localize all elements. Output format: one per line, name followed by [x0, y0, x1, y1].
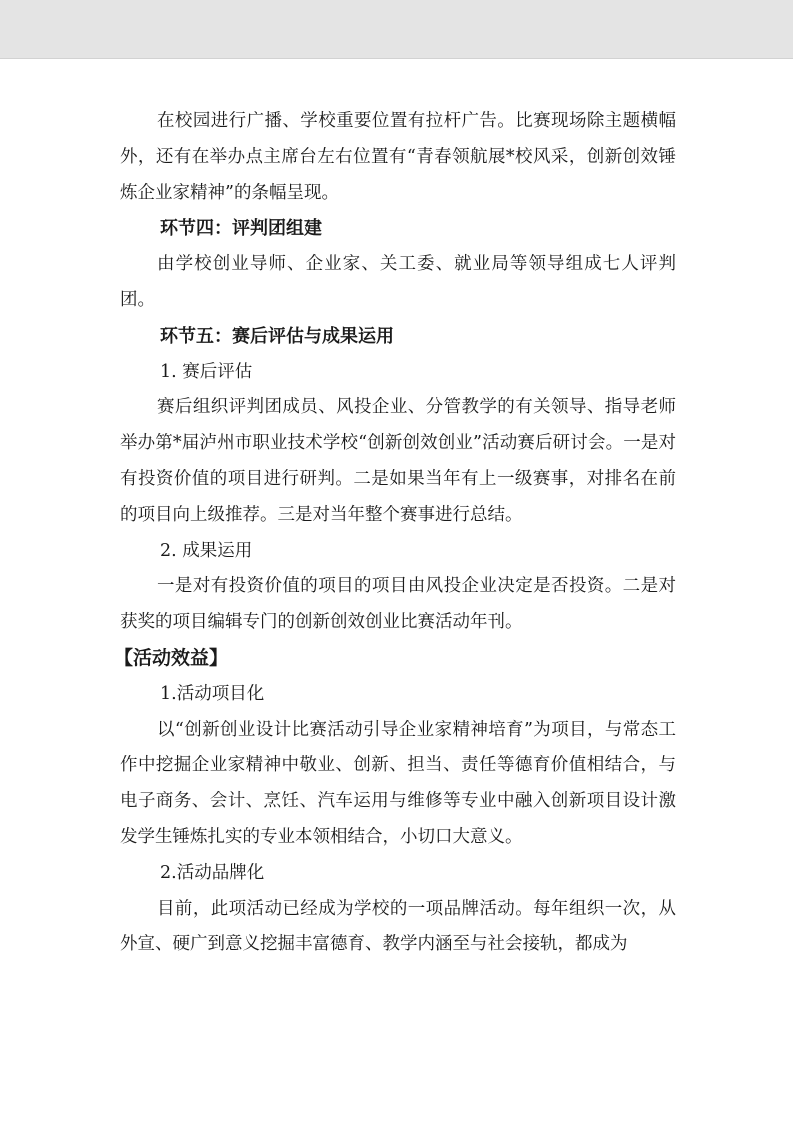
section-title-benefits: 【活动效益】	[114, 646, 229, 669]
paragraph-evaluation: 赛后组织评判团成员、风投企业、分管教学的有关领导、指导老师举办第*届泸州市职业技术学校“创新创效创业”活动赛后研讨会。一是对有投资价值的项目进行研判。二是如果当年有上一级赛事，对排名在前的项目向上级推荐。三是对当年整个赛事进行总结。	[120, 397, 676, 525]
subheading-results: 2. 成果运用	[160, 540, 253, 561]
paragraph-judges: 由学校创业导师、企业家、关工委、就业局等领导组成七人评判团。	[120, 254, 676, 310]
subheading-evaluation: 1. 赛后评估	[160, 361, 253, 382]
paragraph-publicity: 在校园进行广播、学校重要位置有拉杆广告。比赛现场除主题横幅外，还有在举办点主席台左右位置有“青春领航展*校风采，创新创效锤炼企业家精神”的条幅呈现。	[120, 111, 676, 203]
paragraph-results: 一是对有投资价值的项目的项目由风投企业决定是否投资。二是对获奖的项目编辑专门的创新创效创业比赛活动年刊。	[120, 576, 676, 633]
paragraph-branding: 目前，此项活动已经成为学校的一项品牌活动。每年组织一次，从外宣、硬广到意义挖掘丰富德育、教学内涵至与社会接轨，都成为	[120, 898, 676, 955]
subheading-projectization: 1.活动项目化	[160, 683, 265, 704]
paragraph-projectization: 以“创新创业设计比赛活动引导企业家精神培育”为项目，与常态工作中挖掘企业家精神中敬业、创新、担当、责任等德育价值相结合，与电子商务、会计、烹饪、汽车运用与维修等专业中融入创新项目设计激发学生锤炼扎实的专业本领相结合，小切口大意义。	[120, 719, 676, 847]
document-body	[114, 104, 676, 963]
subheading-branding: 2.活动品牌化	[160, 862, 265, 883]
header-band	[0, 0, 793, 59]
heading-step-four: 环节四：评判团组建	[160, 218, 322, 240]
heading-step-five: 环节五：赛后评估与成果运用	[160, 325, 394, 347]
